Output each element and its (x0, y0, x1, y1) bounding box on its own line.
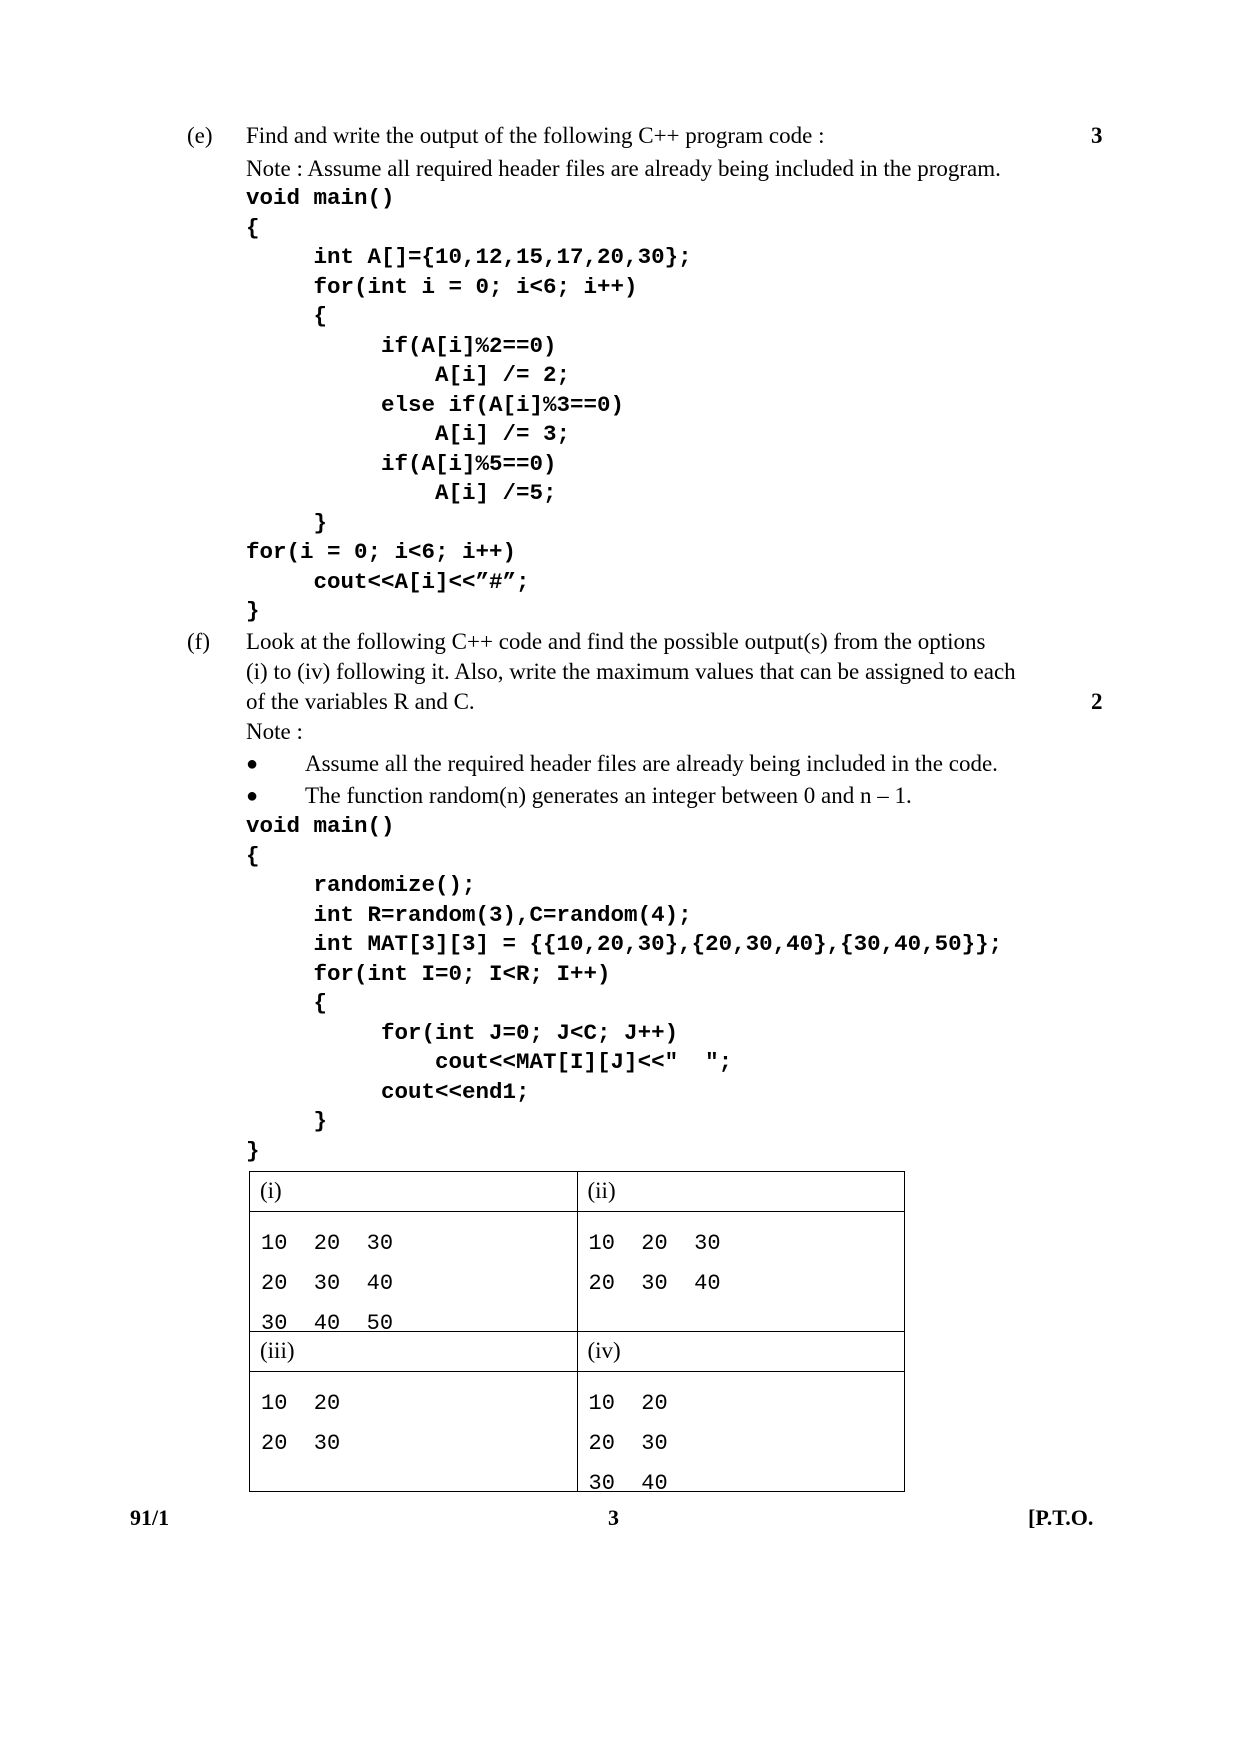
question-f-prompt-line1: Look at the following C++ code and find the possible output(s) from the options (246, 629, 986, 654)
code-line: if(A[i]%5==0) (246, 450, 557, 477)
code-line: { (246, 990, 328, 1016)
option-output-row: 20 30 40 (588, 1271, 721, 1296)
option-output-row: 10 20 (588, 1391, 668, 1416)
code-line: } (246, 1137, 260, 1164)
option-label: (i) (260, 1178, 282, 1203)
footer-paper-code: 91/1 (130, 1505, 170, 1530)
question-f-label: (f) (187, 629, 210, 654)
question-f-note-heading: Note : (246, 719, 303, 744)
code-line: int MAT[3][3] = {{10,20,30},{20,30,40},{30,40,50}}; (246, 931, 1003, 957)
question-f-prompt-line3: of the variables R and C. (246, 689, 475, 714)
note-bullet-1: Assume all the required header files are already being included in the code. (305, 751, 998, 776)
question-e-prompt: Find and write the output of the following C++ program code : (246, 123, 825, 148)
option-iv-body (577, 1372, 905, 1496)
code-line: void main() (246, 813, 395, 839)
code-line: A[i] /= 3; (246, 421, 571, 447)
code-line: cout<<end1; (246, 1078, 530, 1105)
options-table (249, 1171, 905, 1496)
code-line: void main() (246, 185, 395, 211)
option-output-row: 20 30 (588, 1431, 668, 1456)
code-line: } (246, 1108, 328, 1134)
option-ii-body (577, 1212, 905, 1332)
code-line: int A[]={10,12,15,17,20,30}; (246, 244, 692, 270)
footer-page-number: 3 (608, 1505, 619, 1530)
bullet-icon: ● (246, 753, 259, 775)
code-line: } (246, 598, 260, 624)
code-line: if(A[i]%2==0) (246, 332, 557, 359)
question-f-prompt-line2: (i) to (iv) following it. Also, write the maximum values that can be assigned to each (246, 659, 1016, 684)
option-output-row: 30 40 50 (261, 1311, 394, 1336)
code-line: { (246, 214, 260, 241)
option-output-row: 10 20 30 (261, 1231, 394, 1256)
question-e-code-block (246, 184, 692, 627)
code-line: cout<<MAT[I][J]<<" "; (246, 1049, 733, 1075)
code-line: int R=random(3),C=random(4); (246, 901, 692, 928)
option-output-row: 10 20 30 (588, 1231, 721, 1256)
bullet-icon: ● (246, 785, 259, 807)
code-line: } (246, 509, 328, 536)
option-label: (iii) (260, 1338, 295, 1363)
code-line: for(int J=0; J<C; J++) (246, 1019, 679, 1046)
option-label: (iv) (587, 1338, 621, 1363)
option-ii-label-cell (577, 1172, 905, 1212)
code-line: A[i] /=5; (246, 480, 557, 506)
option-output-row: 20 30 (261, 1431, 341, 1456)
code-line: randomize(); (246, 872, 476, 898)
code-line: else if(A[i]%3==0) (246, 391, 625, 418)
code-line: for(int I=0; I<R; I++) (246, 960, 611, 987)
question-f-marks: 2 (1091, 689, 1103, 714)
option-iii-body (250, 1372, 578, 1492)
code-line: A[i] /= 2; (246, 362, 571, 388)
question-e-label: (e) (187, 123, 213, 148)
code-line: { (246, 842, 260, 869)
option-i-body (250, 1212, 578, 1336)
option-output-row: 10 20 (261, 1391, 341, 1416)
option-output-row: 20 30 40 (261, 1271, 394, 1296)
option-iv-label-cell (577, 1332, 905, 1372)
question-e-marks: 3 (1091, 123, 1103, 148)
option-i-label-cell (250, 1172, 578, 1212)
code-line: for(int i = 0; i<6; i++) (246, 273, 638, 300)
note-bullet-2: The function random(n) generates an integer between 0 and n – 1. (305, 783, 912, 808)
code-line: { (246, 303, 328, 329)
option-output-row: 30 40 (588, 1471, 668, 1496)
question-f-code-block (246, 812, 1002, 1166)
code-line: for(i = 0; i<6; i++) (246, 539, 517, 565)
code-line: cout<<A[i]<<”#”; (246, 568, 530, 595)
question-e-note: Note : Assume all required header files are already being included in the program. (246, 156, 1001, 181)
option-label: (ii) (587, 1178, 616, 1203)
footer-pto: [P.T.O. (1028, 1505, 1094, 1530)
